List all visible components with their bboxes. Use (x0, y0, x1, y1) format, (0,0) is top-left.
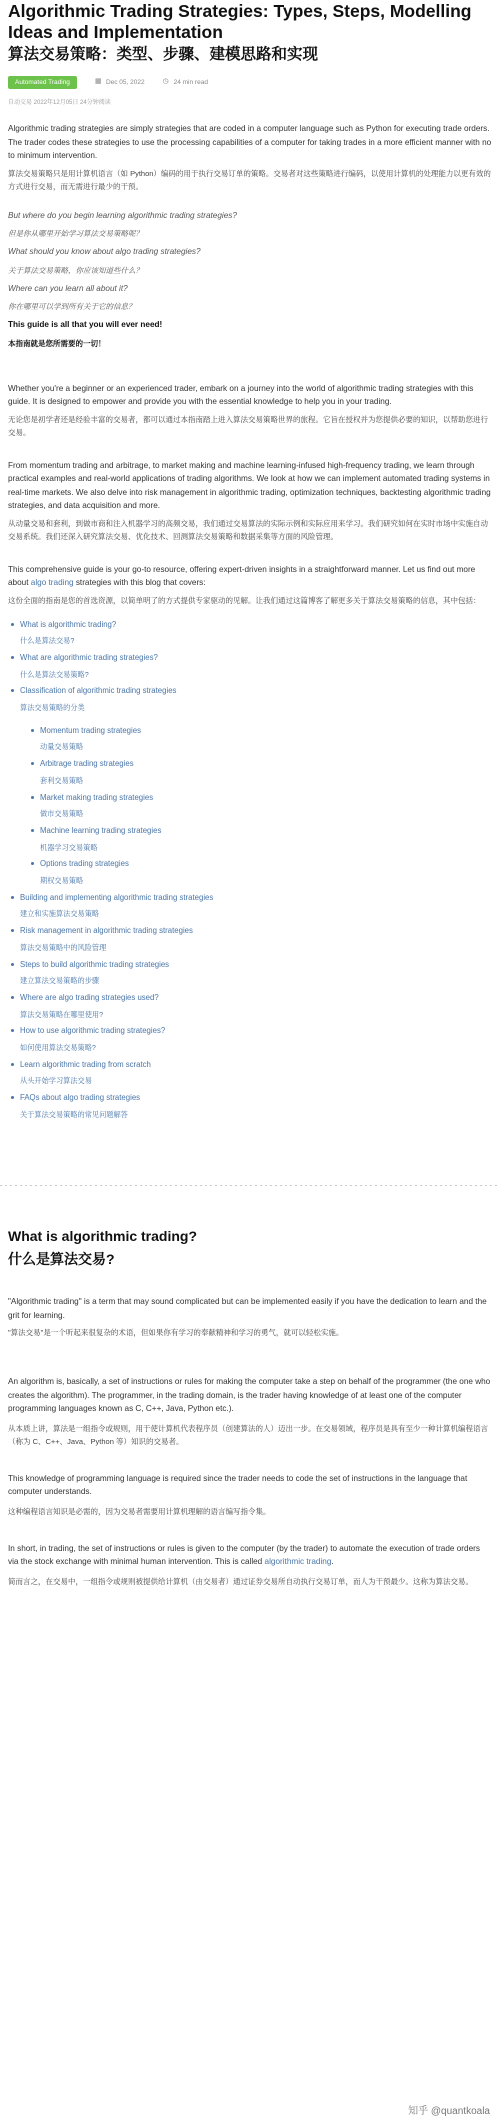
zhihu-watermark: 知乎 @quantkoala (408, 2106, 490, 2117)
beginner-paragraph-zh: 无论您是初学者还是经验丰富的交易者，都可以通过本指南踏上进入算法交易策略世界的旅程。它旨在授权并为您提供必要的知识，以帮助您进行交易。 (8, 414, 488, 437)
toc-item[interactable]: Where are algo trading strategies used? (10, 990, 492, 1007)
toc-subitem-zh[interactable]: 做市交易策略 (40, 809, 84, 819)
toc-item[interactable]: FAQs about algo trading strategies (10, 1090, 492, 1107)
guide-text-b: strategies with this blog that covers: (73, 578, 206, 587)
question-1-zh: 但是你从哪里开始学习算法交易策略呢？ (8, 229, 143, 238)
momentum-paragraph-zh: 从动量交易和套利，到做市商和注入机器学习的高频交易，我们通过交易算法的实际示例和实际应用来学习。我们研究如何在实时市场中实施自动交易系统。我们还深入研究算法交易、优化技术、回测算法交易策略和数据采集等方面的风险管理。 (8, 518, 488, 541)
publish-date: Dec 05, 2022 (105, 78, 145, 86)
guide-callout-zh: 本指南就是您所需要的一切！ (8, 338, 106, 348)
toc-item-zh[interactable]: 算法交易策略的分类 (20, 703, 85, 713)
algorithmic-trading-link[interactable]: algorithmic trading (264, 1557, 332, 1566)
toc-item[interactable]: How to use algorithmic trading strategies? (10, 1023, 492, 1040)
question-2: What should you know about algo trading strategies? (8, 247, 201, 256)
intro-paragraph-zh: 算法交易策略只是用计算机语言（如 Python）编码的用于执行交易订单的策略。交易者对这些策略进行编码，以使用计算机的处理能力以更有效的方式进行交易，而无需进行最少的干预。 (8, 168, 491, 191)
question-3: Where can you learn all about it? (8, 283, 128, 293)
toc-item[interactable]: Risk management in algorithmic trading strategies (10, 923, 492, 940)
toc-item-zh[interactable]: 算法交易策略在哪里使用? (20, 1009, 104, 1019)
toc-item-zh[interactable]: 如何使用算法交易策略? (20, 1043, 96, 1053)
momentum-paragraph: From momentum trading and arbitrage, to market making and machine learning-infused high-frequency trading, we learn through practical examples and real-world applications of trading algorithms. We look at how we can implement automated trading systems in real-time markets. We also delve into risk management in algorithmic trading, optimization techniques, backtesting algorithmic trading strategies, and data acquisition and more. (8, 460, 491, 510)
section-paragraph-2-zh: 从本质上讲，算法是一组指令或规则，用于使计算机代表程序员（创建算法的人）迈出一步。在交易领域，程序员是具有至少一种计算机编程语言（称为 C、C++、Java、Python 等）知识的交易者。 (8, 1423, 488, 1446)
toc-item[interactable]: Learn algorithmic trading from scratch (10, 1057, 492, 1074)
toc-item[interactable]: Classification of algorithmic trading strategies (10, 683, 492, 700)
section-paragraph-1-zh: "算法交易"是一个听起来很复杂的术语，但如果你有学习的奉献精神和学习的勇气，就可以轻松实施。 (8, 1328, 344, 1337)
question-1: But where do you begin learning algorithmic trading strategies? (8, 210, 237, 220)
table-of-contents (8, 617, 492, 1124)
toc-subitem[interactable]: Options trading strategies (10, 856, 492, 873)
section-paragraph-3: This knowledge of programming language is required since the trader needs to code the set of instructions in the language that computer understands. (8, 1473, 468, 1496)
article-title-zh: 算法交易策略：类型、步骤、建模思路和实现 (8, 46, 319, 63)
toc-item-zh[interactable]: 算法交易策略中的风险管理 (20, 942, 107, 952)
toc-item-zh[interactable]: 建立和实施算法交易策略 (20, 909, 100, 919)
toc-subitem-zh[interactable]: 期权交易策略 (40, 876, 84, 886)
article-source-zh: 自动交易 2022年12月05日 24分钟阅读 (8, 100, 111, 106)
intro-paragraph: Algorithmic trading strategies are simply strategies that are coded in a computer language such as Python for executing trade orders. The trader codes these strategies to use the processing capabilities of a computer for taking trades in a more efficient manner with no to minimum intervention. (8, 124, 492, 160)
toc-subitem[interactable]: Market making trading strategies (10, 790, 492, 807)
guide-paragraph (8, 563, 492, 590)
article-meta (8, 75, 492, 89)
toc-subitem-zh[interactable]: 机器学习交易策略 (40, 842, 98, 852)
section-paragraph-1: "Algorithmic trading" is a term that may sound complicated but can be implemented easily if you have the dedication to learn and the grit for learning. (8, 1297, 487, 1320)
calendar-icon: ▦ (94, 78, 102, 85)
article-title: Algorithmic Trading Strategies: Types, Steps, Modelling Ideas and Implementation (8, 1, 472, 42)
toc-item-zh[interactable]: 从头开始学习算法交易 (20, 1076, 92, 1086)
toc-item-zh[interactable]: 建立算法交易策略的步骤 (20, 976, 100, 986)
toc-item-zh[interactable]: 关于算法交易策略的常见问题解答 (20, 1109, 128, 1119)
toc-item[interactable]: What are algorithmic trading strategies? (10, 650, 492, 667)
toc-item-zh[interactable]: 什么是算法交易? (20, 636, 75, 646)
question-3-zh: 你在哪里可以学到所有关于它的信息？ (8, 302, 136, 311)
read-time: 24 min read (173, 78, 208, 86)
toc-subitem-zh[interactable]: 套利交易策略 (40, 775, 84, 785)
guide-text-a: This comprehensive guide is your go-to resource, offering expert-driven insights in a straightforward manner. Let us find out more about (8, 564, 476, 587)
section-heading: What is algorithmic trading? (8, 1228, 198, 1244)
guide-callout: This guide is all that you will ever need! (8, 320, 163, 329)
section-paragraph-4-zh: 简而言之，在交易中，一组指令或规则被提供给计算机（由交易者）通过证券交易所自动执行交易订单，而人为干预最少。这称为算法交易。 (8, 1576, 473, 1586)
toc-item-zh[interactable]: 什么是算法交易策略? (20, 669, 89, 679)
section-divider (0, 1185, 500, 1190)
clock-icon: ◷ (162, 78, 169, 85)
section-paragraph-3-zh: 这种编程语言知识是必需的，因为交易者需要用计算机理解的语言编写指令集。 (8, 1506, 271, 1516)
section-heading-zh: 什么是算法交易? (8, 1251, 115, 1267)
algo-trading-link[interactable]: algo trading (30, 578, 74, 587)
toc-subitem[interactable]: Momentum trading strategies (10, 723, 492, 740)
toc-item[interactable]: Steps to build algorithmic trading strategies (10, 957, 492, 974)
section-paragraph-2: An algorithm is, basically, a set of instructions or rules for making the computer take a step on behalf of the programmer (the one who creates the algorithm). The programmer, in the trading domain, is the trader having knowledge of at least one of the computer programming languages known as C, C++, Java, Python etc.). (8, 1377, 491, 1413)
beginner-paragraph: Whether you're a beginner or an experienced trader, embark on a journey into the world of algorithmic trading strategies with this guide. It is designed to empower and provide you with the essential knowledge to help you in your trading. (8, 383, 474, 406)
section-paragraph-4 (8, 1542, 492, 1569)
toc-item[interactable]: What is algorithmic trading? (10, 617, 492, 634)
question-2-zh: 关于算法交易策略，你应该知道些什么？ (8, 265, 143, 275)
toc-subitem[interactable]: Arbitrage trading strategies (10, 756, 492, 773)
guide-paragraph-zh: 这份全面的指南是您的首选资源，以简单明了的方式提供专家驱动的见解。让我们通过这篇博客了解更多关于算法交易策略的信息，其中包括： (8, 595, 481, 605)
category-badge[interactable]: Automated Trading (8, 76, 77, 89)
toc-item[interactable]: Building and implementing algorithmic trading strategies (10, 890, 492, 907)
section-paragraph-4-end: . (331, 1557, 334, 1566)
toc-subitem-zh[interactable]: 动量交易策略 (40, 742, 84, 752)
toc-subitem[interactable]: Machine learning trading strategies (10, 823, 492, 840)
section-paragraph-4-text: In short, in trading, the set of instructions or rules is given to the computer (by the trader) to automate the execution of trade orders via the stock exchange with minimal human intervention. This is called (8, 1543, 480, 1566)
